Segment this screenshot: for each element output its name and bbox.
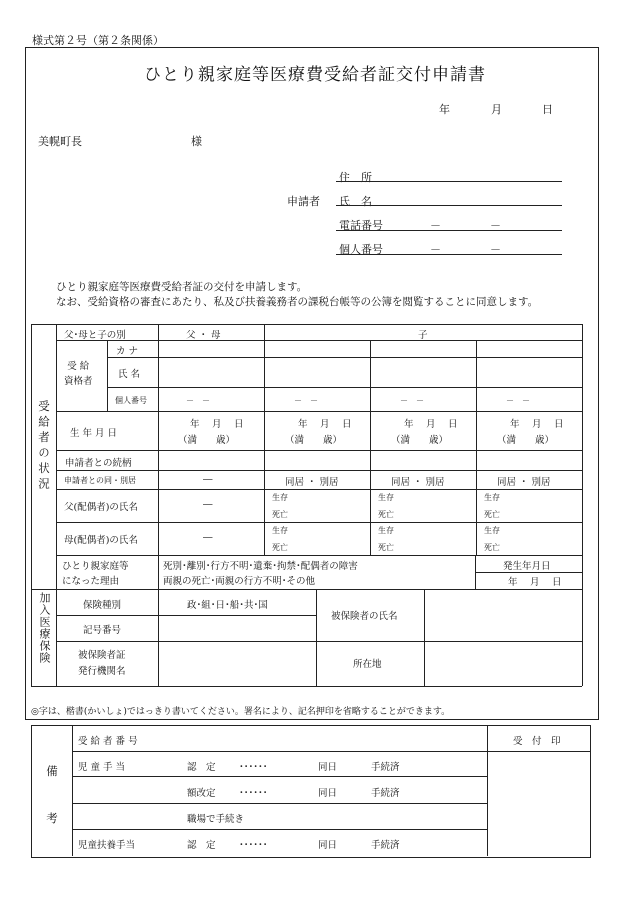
applicant-phone-field[interactable]: [336, 230, 562, 231]
form-title: ひとり親家庭等医療費受給者証交付申請書: [144, 65, 486, 85]
mynumber-value-parent: － －: [186, 396, 210, 405]
remarks-row-4-e: 手続済: [371, 840, 400, 851]
applicant-address-field[interactable]: [336, 181, 562, 182]
remarks-row-4-b: 認 定: [187, 840, 216, 851]
cohabit-child-2: 同居 ・ 別居: [391, 477, 445, 488]
birth-child-1: 年 月 日: [298, 419, 352, 430]
remarks-row-1-d: 同日: [318, 762, 338, 773]
remarks-row-2-d: 同日: [318, 788, 338, 799]
occur-value: 年 月 日: [508, 577, 562, 588]
note: ◎字は、楷書(かいしょ)ではっきり書いてください。署名により、記名押印を省略することができます。: [31, 707, 451, 717]
receipt-stamp-label: 受 付 印: [513, 736, 561, 747]
father-dead-3: 死亡: [484, 510, 500, 519]
remarks-row-4-d: 同日: [318, 840, 338, 851]
insurance-number-label: 記号番号: [83, 625, 122, 636]
reason-1: 死別･離別･行方不明･遺棄･拘禁･配偶者の障害: [163, 561, 358, 572]
father-alive-1: 生存: [272, 493, 288, 502]
remarks-row-1-b: 認 定: [187, 762, 216, 773]
father-name-label: 父(配偶者)の氏名: [64, 502, 138, 513]
remarks-side-label: 備 考: [45, 765, 59, 836]
mynumber-dash-2: －: [490, 243, 501, 256]
cohabit-parent: ―: [203, 474, 213, 485]
recipient-number-label: 受 給 者 番 号: [78, 736, 138, 747]
insurance-type-value: 政･組･日･船･共･国: [187, 600, 268, 611]
phone-dash-2: －: [490, 219, 501, 232]
father-dead-2: 死亡: [378, 510, 394, 519]
age-parent: （満 歳）: [178, 435, 236, 446]
mother-name-label: 母(配偶者)の氏名: [64, 535, 138, 546]
applicant-label: 申請者: [287, 195, 320, 208]
mother-dead-1: 死亡: [272, 543, 288, 552]
birth-child-3: 年 月 日: [510, 419, 564, 430]
age-child-3: （満 歳）: [497, 435, 555, 446]
issuer-label-2: 発行機関名: [78, 666, 126, 677]
statement-line-2: なお、受給資格の審査にあたり、私及び扶養義務者の課税台帳等の公簿を閲覧することに同意します。: [56, 296, 539, 308]
birth-parent: 年 月 日: [190, 419, 244, 430]
mother-dead-3: 死亡: [484, 543, 500, 552]
remarks-row-4-a: 児童扶養手当: [78, 840, 136, 851]
mother-alive-3: 生存: [484, 526, 500, 535]
applicant-address-label: 住 所: [339, 171, 372, 184]
mother-dead-2: 死亡: [378, 543, 394, 552]
mother-alive-2: 生存: [378, 526, 394, 535]
form-number: 様式第２号（第２条関係）: [32, 34, 164, 47]
occur-label: 発生年月日: [503, 561, 551, 572]
remarks-row-1-a: 児 童 手 当: [78, 762, 126, 773]
insurance-type-label: 保険種別: [83, 600, 122, 611]
reason-2: 両親の死亡･両親の行方不明･その他: [163, 576, 316, 587]
date-month: 月: [491, 103, 502, 116]
mynumber-value-child-3: － －: [506, 396, 530, 405]
name-label: 氏 名: [118, 369, 141, 380]
remarks-row-1-e: 手続済: [371, 762, 400, 773]
father-alive-3: 生存: [484, 493, 500, 502]
cohabit-label: 申請者との同・別居: [64, 476, 136, 485]
remarks-row-2-b: 額改定: [187, 788, 216, 799]
cohabit-child-3: 同居 ・ 別居: [497, 477, 551, 488]
applicant-mynumber-field[interactable]: [336, 254, 562, 255]
remarks-row-2-e: 手続済: [371, 788, 400, 799]
applicant-phone-label: 電話番号: [339, 219, 383, 232]
age-child-1: （満 歳）: [285, 435, 343, 446]
mynumber-value-child-1: － －: [294, 396, 318, 405]
phone-dash-1: －: [430, 219, 441, 232]
addressee-honorific: 様: [191, 135, 202, 148]
insurance-side-label: 加入医療保険: [38, 592, 51, 664]
form-frame: [25, 47, 599, 720]
applicant-name-field[interactable]: [336, 205, 562, 206]
kana-label: カ ナ: [116, 346, 139, 357]
date-year: 年: [439, 103, 450, 116]
mynumber-dash-1: －: [430, 243, 441, 256]
remarks-row-4-c: ･･････: [239, 840, 268, 851]
location-label: 所在地: [353, 659, 382, 670]
header-parent: 父 ・ 母: [186, 330, 221, 341]
cohabit-child-1: 同居 ・ 別居: [285, 477, 339, 488]
remarks-row-1-c: ･･････: [239, 762, 268, 773]
statement-line-1: ひとり親家庭等医療費受給者証の交付を申請します。: [56, 281, 308, 293]
insured-name-label: 被保険者の氏名: [331, 611, 398, 622]
mother-alive-1: 生存: [272, 526, 288, 535]
mother-parent: ―: [203, 532, 213, 543]
mynumber-value-child-2: － －: [400, 396, 424, 405]
reason-label-1: ひとり親家庭等: [62, 561, 129, 572]
mynumber-label: 個人番号: [115, 396, 147, 405]
header-relation: 父･母と子の別: [64, 330, 126, 341]
age-child-2: （満 歳）: [391, 435, 449, 446]
remarks-row-2-c: ･･････: [239, 788, 268, 799]
remarks-row-3-b: 職場で手続き: [187, 814, 245, 825]
recipient-label: 受 給 資格者: [64, 361, 93, 387]
applicant-name-label: 氏 名: [339, 195, 372, 208]
applicant-mynumber-label: 個人番号: [339, 243, 383, 256]
father-alive-2: 生存: [378, 493, 394, 502]
date-day: 日: [542, 103, 553, 116]
relationship-label: 申請者との続柄: [65, 458, 132, 469]
reason-label-2: になった理由: [62, 576, 120, 587]
status-side-label: 受給者の状況: [37, 400, 51, 493]
addressee-office: 美幌町長: [38, 135, 82, 148]
issuer-label-1: 被保険者証: [78, 650, 126, 661]
header-child: 子: [418, 330, 428, 341]
father-parent: ―: [203, 499, 213, 510]
father-dead-1: 死亡: [272, 510, 288, 519]
birth-label: 生 年 月 日: [70, 428, 118, 439]
birth-child-2: 年 月 日: [404, 419, 458, 430]
